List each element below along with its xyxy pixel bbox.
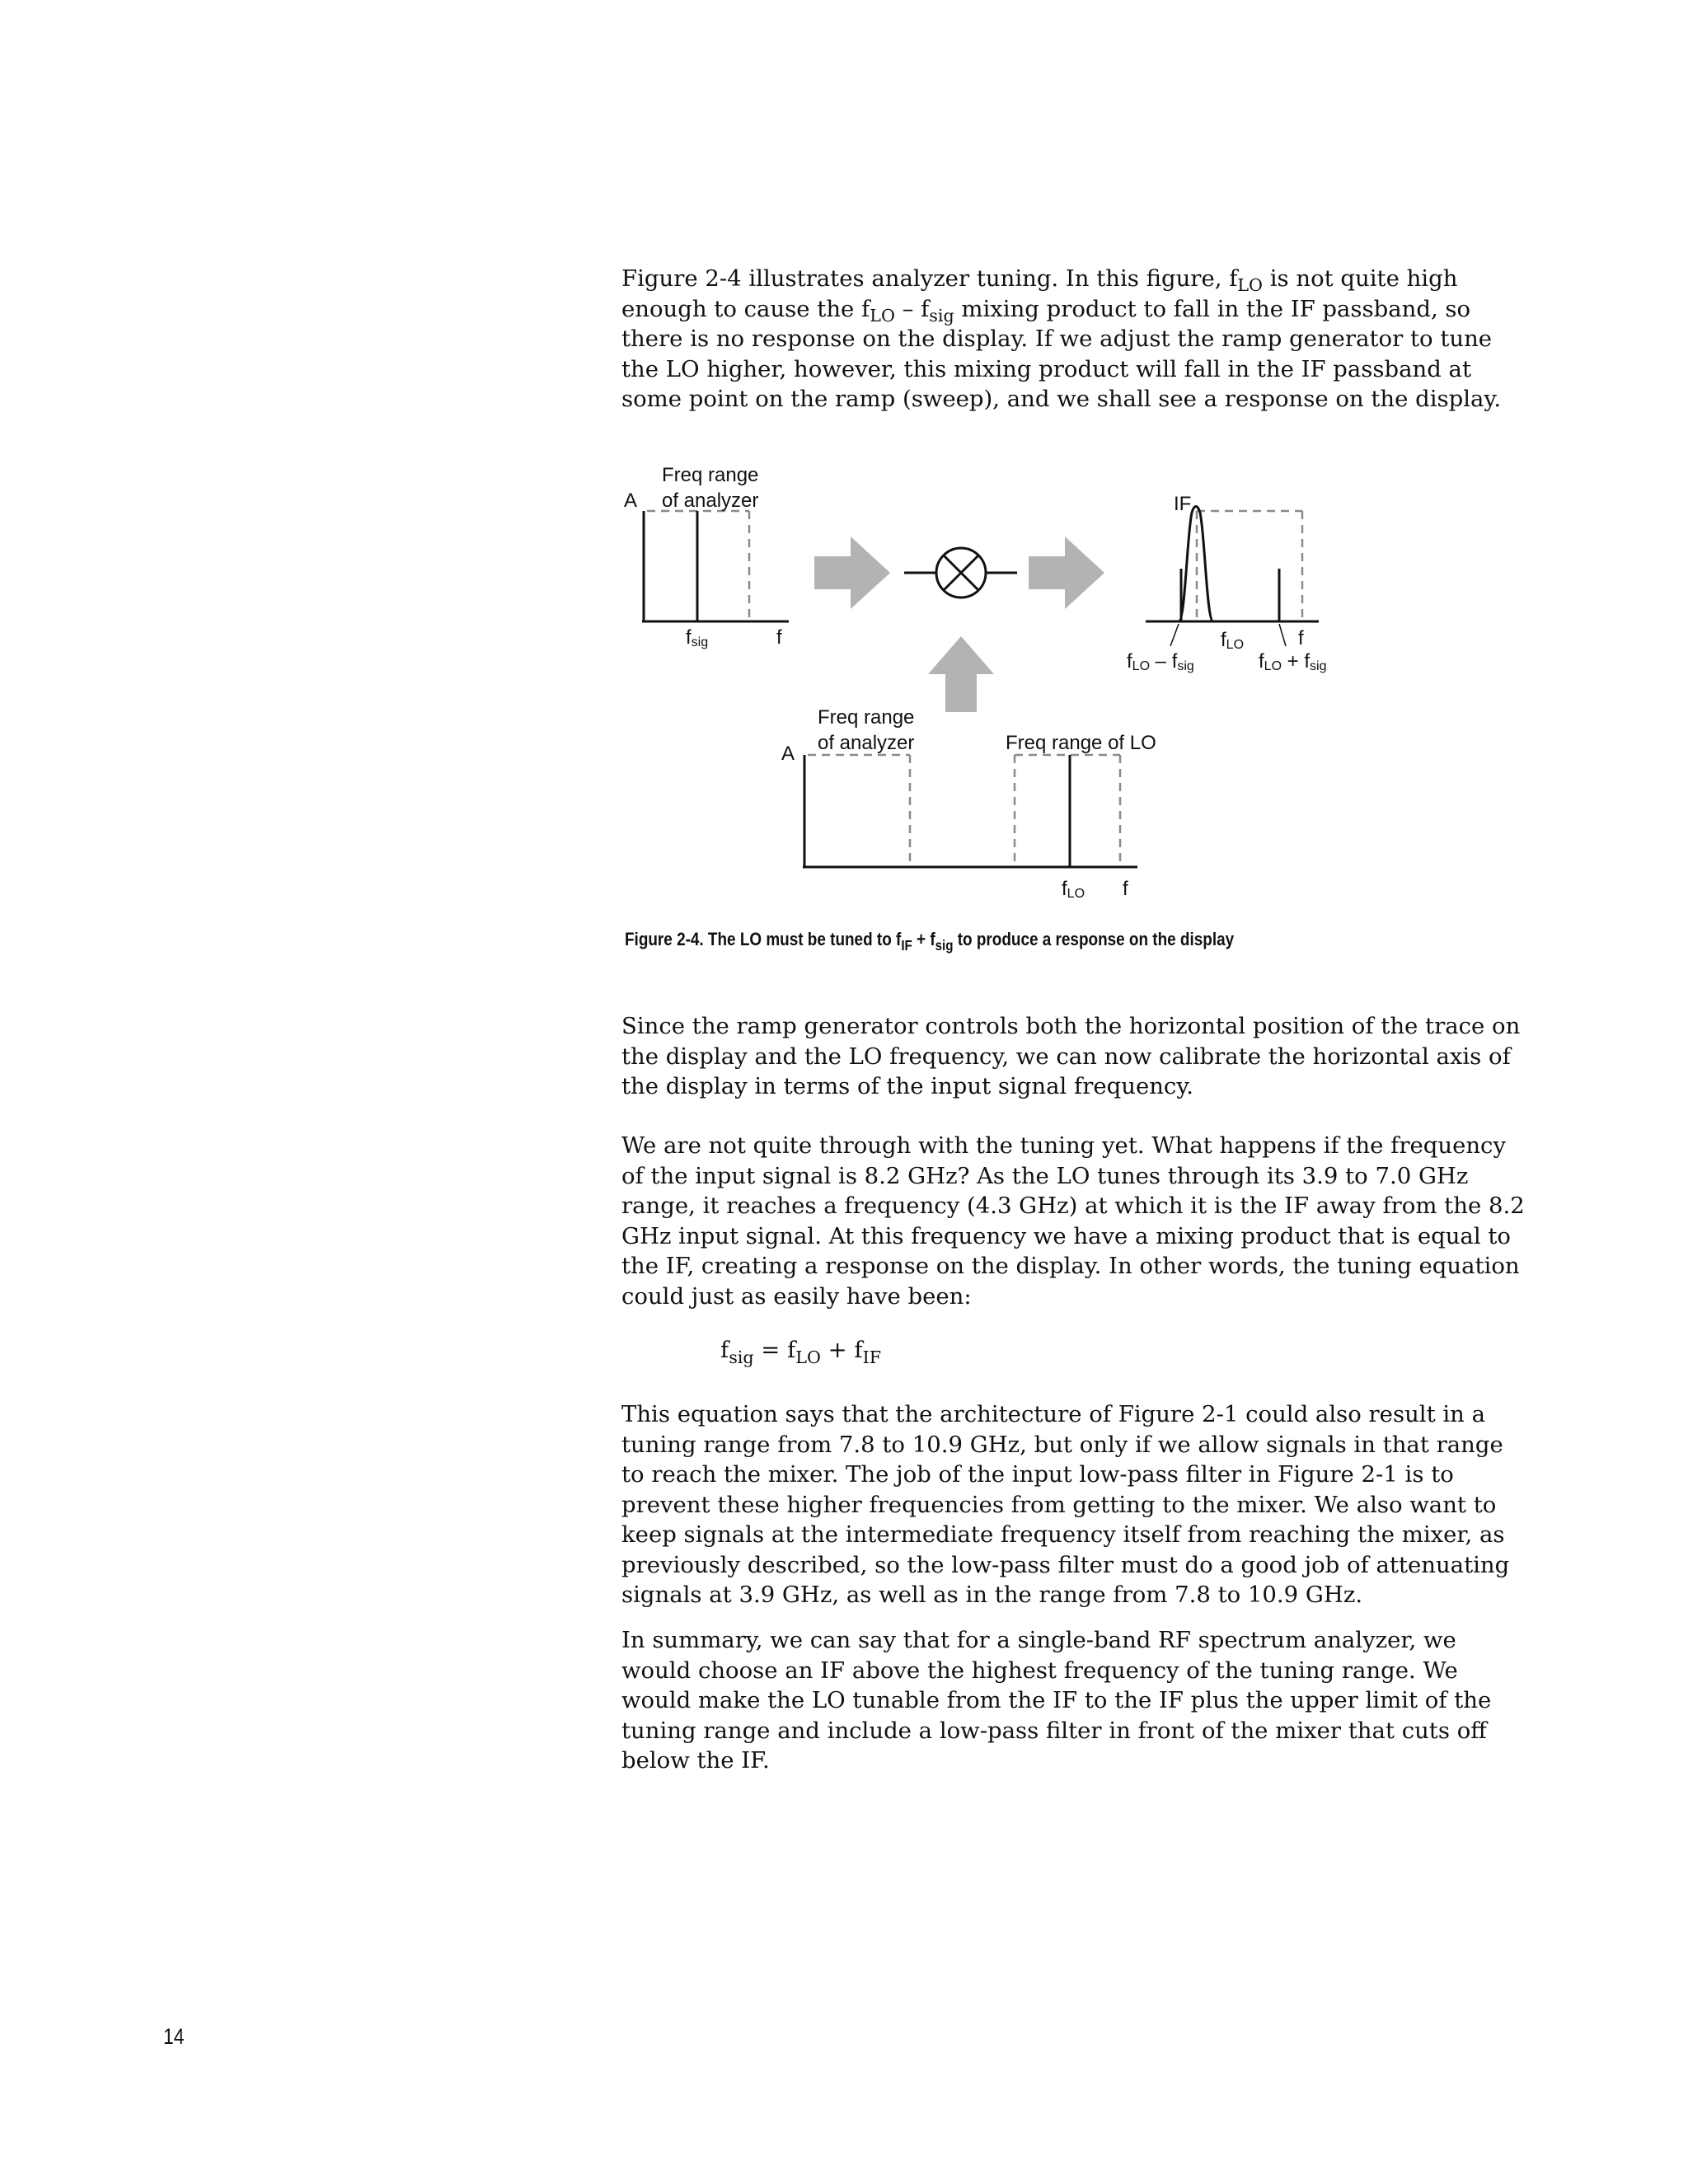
paragraph-summary: In summary, we can say that for a single-band RF spectrum analyzer, we would choose an IF above the highest frequency of the tuning range. We would make the LO tunable from the IF to the IF plus the upper limit of the tuning range and include a low-pass filter in front of the mixer that cuts off below the IF. — [621, 1627, 1492, 1774]
lo-range-label-2: of analyzer — [818, 732, 915, 754]
arrow-right-1 — [814, 537, 890, 609]
input-f-label: f — [776, 626, 782, 649]
paragraph-figure-intro: Figure 2-4 illustrates analyzer tuning. In this figure, $f_{LO}$ is not quite high enough to cause the $f_{LO} - f_{sig}$ mixing product to fall in the IF passband, so there is no response on the display. If we adjust the ramp generator to tune the LO higher, however, this mixing product will fall in the IF passband at some point on the ramp (sweep), and we shall see a response on the display. — [621, 265, 1502, 412]
output-spectrum-panel — [1127, 493, 1327, 673]
input-range-label-2: of analyzer — [662, 490, 759, 512]
figure-caption: Figure 2-4. The LO must be tuned to $f_{IF} + f_{sig}$ to produce a response on the display — [625, 929, 1235, 954]
output-flo-label: fLO — [1221, 629, 1245, 652]
diff-leader — [1170, 624, 1179, 646]
lo-flo-label: fLO — [1062, 878, 1085, 901]
diff-product-label: fLO – fsig — [1127, 650, 1194, 673]
lo-range-label-1: Freq range — [818, 706, 915, 729]
sum-leader — [1279, 624, 1286, 646]
lo-spectrum-panel — [781, 706, 1156, 901]
tuning-equation: $f_{sig} = f_{LO} + f_{IF}$ — [720, 1337, 882, 1368]
arrow-up-lo — [928, 636, 994, 712]
input-a-label: A — [624, 490, 638, 512]
paragraph-tuning-continued: We are not quite through with the tuning yet. What happens if the frequency of the input signal is 8.2 GHz? As the LO tunes through its 3.9 to 7.0 GHz range, it reaches a frequency (4.3 GHz) at which it is the IF away from the 8.2 GHz input signal. At this frequency we have a mixing product that is equal to the IF, creating a response on the display. In other words, the tuning equation could just as easily have been: — [621, 1132, 1525, 1310]
input-spectrum-panel — [624, 464, 789, 649]
paragraph-ramp-generator: Since the ramp generator controls both the horizontal position of the trace on the display and the LO frequency, we can now calibrate the horizontal axis of the display in terms of the input signal frequency. — [621, 1013, 1521, 1099]
output-f-label: f — [1298, 627, 1304, 649]
page-number: 14 — [163, 2024, 185, 2049]
input-fsig-label: fsig — [686, 626, 709, 649]
if-label: IF — [1174, 493, 1192, 515]
lo-f-label: f — [1123, 878, 1128, 900]
arrow-right-2 — [1029, 537, 1104, 609]
paragraph-architecture: This equation says that the architecture of Figure 2-1 could also result in a tuning range from 7.8 to 10.9 GHz, but only if we allow signals in that range to reach the mixer. The job of the input low-pass filter in Figure 2-1 is to prevent these higher frequencies from getting to the mixer. We also want to keep signals at the intermediate frequency itself from reaching the mixer, as previously described, so the low-pass filter must do a good job of attenuating signals at 3.9 GHz, as well as in the range from 7.8 to 10.9 GHz. — [621, 1401, 1510, 1608]
sum-product-label: fLO + fsig — [1259, 650, 1327, 673]
mixer-symbol — [904, 548, 1017, 598]
if-filter-curve — [1179, 507, 1213, 622]
input-range-label-1: Freq range — [662, 464, 759, 486]
lo-a-label: A — [781, 743, 795, 765]
lo-range-label: Freq range of LO — [1006, 732, 1156, 754]
